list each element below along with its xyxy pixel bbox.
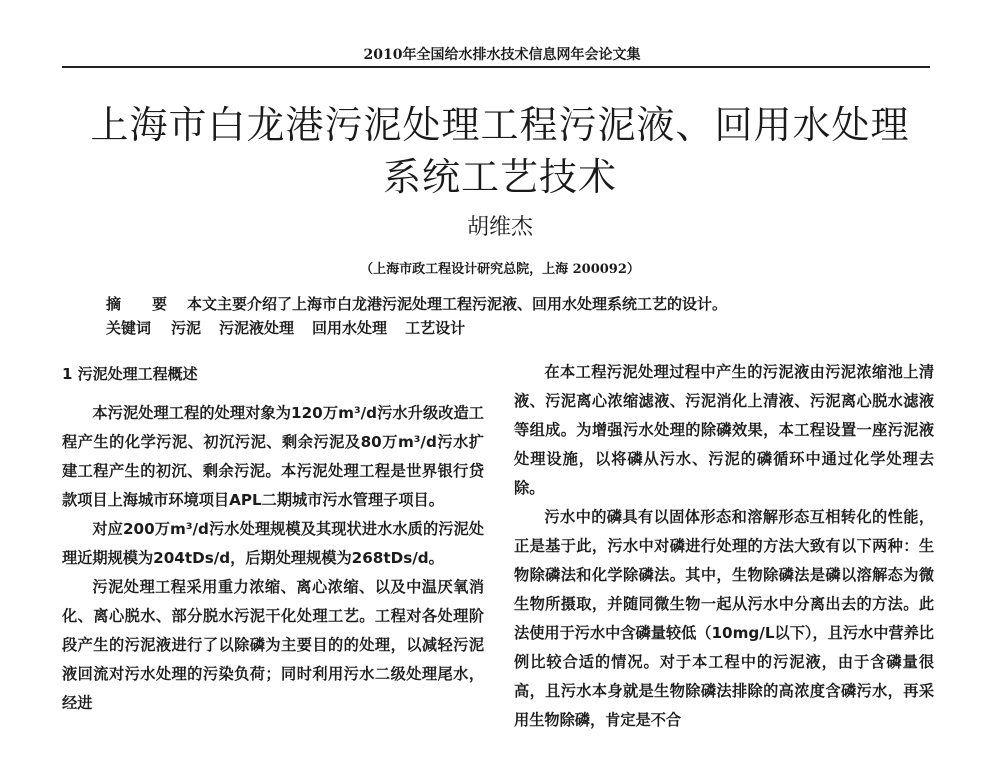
abstract-block	[106, 292, 926, 340]
body-paragraph: 污泥处理工程采用重力浓缩、离心浓缩、以及中温厌氧消化、离心脱水、部分脱水污泥干化处理工艺。工程对各处理阶段产生的污泥液进行了以除磷为主要目的的处理，以减轻污泥液回流对污水处理的污染负荷；同时利用污水二级处理尾水，经进	[62, 578, 484, 712]
abstract-label: 摘 要	[106, 295, 176, 313]
keyword: 回用水处理	[312, 319, 388, 337]
author-name: 胡维杰	[466, 215, 533, 240]
body-paragraph: 对应200万m³/d污水处理规模及其现状进水水质的污泥处理近期规模为204tDs/d，后期处理规模为268tDs/d。	[62, 520, 484, 567]
paper-title-line-2: 系统工艺技术	[382, 155, 617, 199]
keywords-label: 关键词	[106, 319, 152, 337]
keywords-line	[106, 316, 926, 340]
paper-title-line-1: 上海市白龙港污泥处理工程污泥液、回用水处理	[90, 103, 910, 147]
abstract-text: 本文主要介绍了上海市白龙港污泥处理工程污泥液、回用水处理系统工艺的设计。	[187, 295, 728, 313]
header-rule	[62, 66, 930, 68]
body-paragraph: 污水中的磷具有以固体形态和溶解形态互相转化的性能，正是基于此，污水中对磷进行处理的方法大致有以下两种：生物除磷法和化学除磷法。其中，生物除磷法是磷以溶解态为微生物所摄取，并随同微生物一起从污水中分离出去的方法。此法使用于污水中含磷量较低（10mg/L以下），且污水中营养比例比较合适的情况。对于本工程中的污泥液，由于含磷量很高，且污水本身就是生物除磷法排除的高浓度含磷污水，再采用生物除磷，肯定是不合	[514, 508, 934, 729]
body-paragraph: 在本工程污泥处理过程中产生的污泥液由污泥浓缩池上清液、污泥离心浓缩滤液、污泥消化上清液、污泥离心脱水滤液等组成。为增强污水处理的除磷效果，本工程设置一座污泥液处理设施，以将磷从污水、污泥的磷循环中通过化学处理去除。	[514, 363, 934, 497]
journal-header: 2010年全国给水排水技术信息网年会论文集	[363, 47, 641, 63]
keyword: 污泥	[171, 319, 202, 337]
abstract-line	[106, 292, 926, 316]
author-affiliation: （上海市政工程设计研究总院，上海 200092）	[360, 262, 640, 277]
left-column	[62, 358, 484, 718]
keyword: 工艺设计	[405, 319, 466, 337]
section-heading: 1 污泥处理工程概述	[62, 365, 198, 383]
right-column	[514, 358, 934, 735]
keyword: 污泥液处理	[219, 319, 295, 337]
body-paragraph: 本污泥处理工程的处理对象为120万m³/d污水升级改造工程产生的化学污泥、初沉污泥、剩余污泥及80万m³/d污水扩建工程产生的初沉、剩余污泥。本污泥处理工程是世界银行贷款项目上海城市环境项目APL二期城市污水管理子项目。	[62, 404, 484, 509]
